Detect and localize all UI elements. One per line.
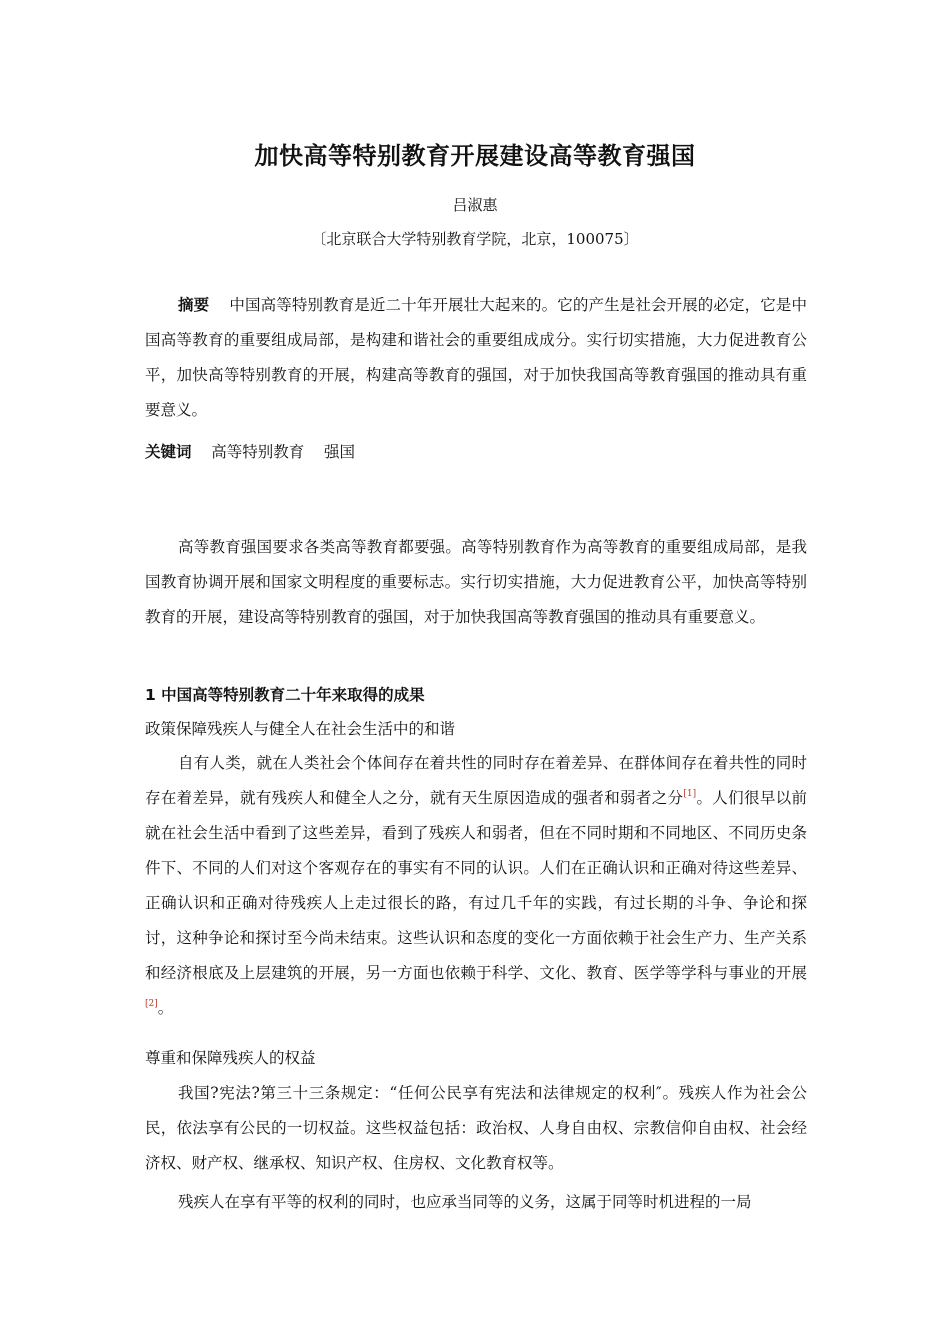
paragraph-text: 。 <box>157 999 174 1017</box>
keywords-line <box>145 435 807 470</box>
paper-title: 加快高等特别教育开展建设高等教育强国 <box>254 142 696 170</box>
keyword-item: 高等特别教育 <box>211 443 305 461</box>
abstract-label: 摘要 <box>178 296 210 314</box>
abstract-text: 中国高等特别教育是近二十年开展壮大起来的。它的产生是社会开展的必定，它是中国高等教育的重要组成局部，是构建和谐社会的重要组成成分。实行切实措施，大力促进教育公平，加快高等特别教育的开展，构建高等教育的强国，对于加快我国高等教育强国的推动具有重要意义。 <box>145 296 807 419</box>
subsection-heading: 尊重和保障残疾人的权益 <box>145 1049 316 1067</box>
author-affiliation: 〔北京联合大学特别教育学院，北京，100075〕 <box>311 230 639 248</box>
author-name: 吕淑惠 <box>452 196 498 214</box>
paragraph-text: 。人们很早以前就在社会生活中看到了这些差异，看到了残疾人和弱者，但在不同时期和不同地区、不同历史条件下、不同的人们对这个客观存在的事实有不同的认识。人们在正确认识和正确对待这些差异、正确认识和正确对待残疾人上走过很长的路，有过几千年的实践，有过长期的斗争、争论和探讨，这种争论和探讨至今尚未结束。这些认识和态度的变化一方面依赖于社会生产力、生产关系和经济根底及上层建筑的开展，另一方面也依赖于科学、文化、教育、医学等学科与事业的开展 <box>145 789 807 982</box>
citation-reference[interactable]: [2] <box>145 999 158 1009</box>
intro-paragraph: 高等教育强国要求各类高等教育都要强。高等特别教育作为高等教育的重要组成局部，是我国教育协调开展和国家文明程度的重要标志。实行切实措施，大力促进教育公平，加快高等特别教育的开展，建设高等特别教育的强国，对于加快我国高等教育强国的推动具有重要意义。 <box>145 538 807 626</box>
paragraph-text: 自有人类，就在人类社会个体间存在着共性的同时存在着差异、在群体间存在着共性的同时存在着差异，就有残疾人和健全人之分，就有天生原因造成的强者和弱者之分 <box>145 754 807 807</box>
subsection-heading: 政策保障残疾人与健全人在社会生活中的和谐 <box>145 720 456 738</box>
keyword-item: 强国 <box>323 443 355 461</box>
body-paragraph: 我国?宪法?第三十三条规定：“任何公民享有宪法和法律规定的权利″。残疾人作为社会公民，依法享有公民的一切权益。这些权益包括：政治权、人身自由权、宗教信仰自由权、社会经济权、财产权、继承权、知识产权、住房权、文化教育权等。 <box>145 1084 807 1172</box>
abstract-paragraph <box>145 288 807 428</box>
keywords-label: 关键词 <box>145 443 192 461</box>
section-heading: 1 中国高等特别教育二十年来取得的成果 <box>145 686 425 704</box>
body-paragraph <box>145 746 807 1026</box>
body-paragraph: 残疾人在享有平等的权利的同时，也应承当同等的义务，这属于同等时机进程的一局 <box>178 1193 752 1211</box>
citation-reference[interactable]: [1] <box>683 789 697 799</box>
